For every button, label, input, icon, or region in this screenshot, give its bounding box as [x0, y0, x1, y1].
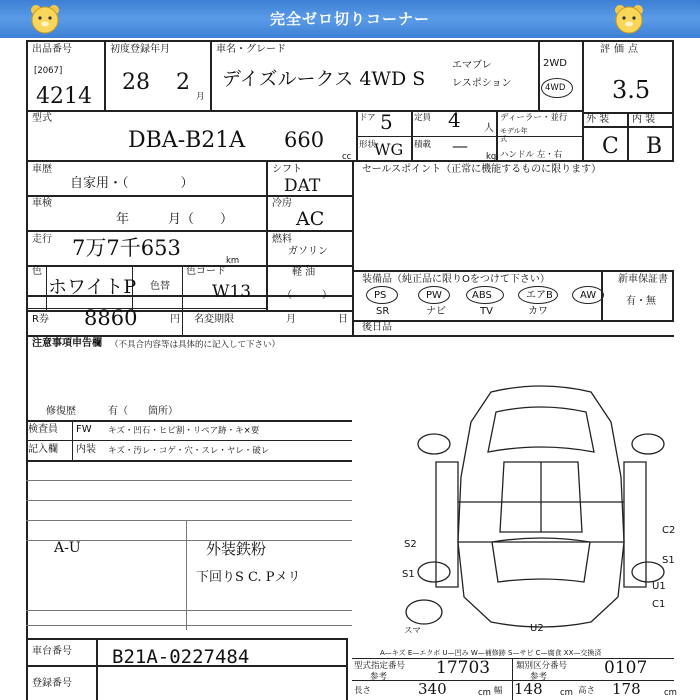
load-label: 積載	[414, 140, 432, 150]
car-damage-diagram	[396, 382, 686, 642]
load-unit: kg	[486, 152, 497, 162]
shift-label: シフト	[272, 164, 302, 175]
recycle-unit: 円	[170, 314, 180, 325]
model-label: 型式	[32, 113, 52, 124]
later-items-label: 後日品	[362, 322, 392, 333]
repair-label: 修復歴	[46, 406, 76, 417]
door-value: 5	[380, 110, 393, 134]
recycle-value: 8860	[84, 306, 138, 330]
lot-number: 4214	[36, 84, 92, 109]
door-label: ドア	[359, 113, 376, 123]
inspector-label-1: 検査員	[28, 424, 58, 435]
fuel-gas: ガソリン	[288, 246, 328, 257]
interior-check-label: 内装	[76, 444, 96, 455]
ac-value: AC	[296, 208, 325, 230]
equip-airbag-circle	[518, 286, 558, 304]
height-label: 高さ	[578, 686, 596, 696]
capacity-value: 4	[448, 108, 461, 132]
model-year-label: モデル年式	[500, 127, 528, 143]
length-label: 長さ	[354, 686, 372, 696]
load-value: —	[452, 136, 468, 155]
reg-month-unit: 月	[196, 92, 205, 102]
expiry-month: 月	[286, 314, 296, 325]
type-cert-label: 型式指定番号	[354, 661, 406, 671]
type-cert-value: 17703	[436, 658, 491, 678]
damage-mark-s2: S2	[404, 539, 417, 550]
shift-value: DAT	[284, 176, 321, 196]
equip-pw: PW	[426, 290, 442, 301]
equip-aw-circle	[572, 286, 604, 304]
fuel-diesel: 軽 油	[292, 267, 316, 278]
equip-ps: PS	[374, 290, 387, 301]
damage-mark-c1: C1	[652, 599, 666, 610]
repair-value: 有（ 箇所）	[108, 406, 178, 417]
equip-navi: ナビ	[426, 306, 446, 317]
grade-note-1: エマブレ	[452, 60, 492, 71]
capacity-label: 定員	[414, 113, 432, 123]
bear-mascot-icon	[28, 2, 62, 36]
equip-aw: AW	[580, 290, 597, 301]
exterior-label: 外 装	[586, 114, 610, 125]
chassis-label: 車台番号	[32, 646, 72, 657]
color-swap-label: 色替	[150, 281, 170, 292]
height-value: 178	[612, 680, 641, 698]
equip-leather: カワ	[528, 306, 548, 317]
inspector-note-left: A-U	[54, 540, 81, 556]
color-code-label: 色コード	[186, 266, 226, 277]
equip-airbag: エアB	[526, 290, 553, 301]
class-sub: 参考	[530, 672, 548, 682]
chassis-value: B21A-0227484	[112, 646, 250, 668]
damage-legend: A—キズ E—エクボ U—凹み W—補修跡 S—サビ C—腐食 XX—交換済	[380, 649, 602, 657]
ac-label: 冷房	[272, 198, 292, 209]
inspector-note-right-1: 外装鉄粉	[206, 540, 267, 558]
drive-label: 2WD	[543, 58, 567, 69]
interior-grade: B	[646, 134, 663, 159]
inspector-note-right-2: 下回りS C. Pメリ	[196, 570, 301, 585]
length-unit: cm	[478, 688, 491, 698]
history-value: 自家用・（ ）	[70, 176, 194, 191]
displacement-value: 660	[284, 128, 325, 152]
drive-value: 4WD	[545, 83, 566, 93]
equipment-label: 装備品（純正品に限りOをつけて下さい）	[362, 274, 550, 285]
shape-label: 形状	[359, 140, 377, 150]
notes-sub: （不具合内容等は具体的に記入して下さい）	[110, 340, 281, 350]
exterior-grade: C	[602, 134, 619, 159]
inspector-label-2: 記入欄	[28, 444, 58, 455]
notes-label: 注意事項申告欄	[32, 338, 102, 349]
damage-mark-s1: S1	[402, 569, 415, 580]
equip-sr: SR	[376, 306, 390, 317]
color-value: ホワイトP	[48, 276, 137, 298]
cc-unit: cc	[342, 152, 352, 162]
car-label: 車名・グレード	[216, 44, 286, 55]
fuel-label: 燃料	[272, 234, 292, 245]
width-unit: cm	[560, 688, 573, 698]
mileage-value: 7万7千653	[72, 236, 181, 260]
equip-abs: ABS	[472, 290, 492, 301]
class-value: 0107	[604, 658, 648, 678]
banner-title: 完全ゼロ切りコーナー	[269, 10, 430, 28]
reg-year: 28	[122, 70, 150, 95]
reg-month: 2	[176, 70, 190, 95]
interior-label: 内 装	[632, 114, 656, 125]
width-value: 148	[514, 680, 543, 698]
mileage-unit: km	[226, 256, 240, 266]
fuel-other: （ ）	[282, 290, 332, 301]
mileage-label: 走行	[32, 234, 52, 245]
capacity-unit: 人	[484, 123, 494, 134]
damage-mark-sma: スマ	[404, 626, 421, 636]
rating-label: 評価点	[600, 44, 642, 55]
length-value: 340	[418, 680, 447, 698]
equip-ps-circle	[366, 286, 398, 304]
history-label: 車歴	[32, 164, 52, 175]
fw-label: FW	[76, 424, 92, 435]
equip-tv: TV	[480, 306, 493, 317]
damage-mark-u1: U1	[652, 581, 666, 592]
recycle-label: R券	[32, 314, 49, 325]
expiry-day: 日	[338, 314, 348, 325]
rating-value: 3.5	[612, 76, 651, 104]
lot-code: [2067]	[34, 66, 63, 76]
inspection-value: 年 月（ ）	[116, 212, 234, 227]
type-cert-sub: 参考	[370, 672, 388, 682]
registration-label: 登録番号	[32, 678, 72, 689]
damage-mark-c2: C2	[662, 525, 676, 536]
warranty-label: 新車保証書	[618, 274, 668, 285]
damage-mark-u2: U2	[530, 623, 544, 634]
shape-value: WG	[374, 140, 404, 159]
model-value: DBA-B21A	[128, 128, 246, 153]
bear-mascot-icon	[612, 2, 646, 36]
class-label: 類別区分番号	[516, 661, 568, 671]
width-label: 幅	[494, 686, 503, 696]
color-code: W13	[212, 282, 252, 302]
car-name: デイズルークス 4WD S	[222, 68, 426, 90]
reg-label: 初度登録年月	[110, 44, 170, 55]
equip-abs-circle	[466, 286, 504, 304]
fw-items: キズ・凹石・ヒビ割・リペア跡・キ×要	[108, 426, 260, 436]
handle-label: ハンドル 左・右	[500, 150, 563, 160]
sales-points-label: セールスポイント（正常に機能するものに限ります）	[362, 164, 602, 175]
damage-mark-s1-right: S1	[662, 555, 675, 566]
name-change-label: 名変期限	[194, 314, 234, 325]
dealer-label: ディーラー・並行	[500, 113, 568, 123]
color-label: 色	[32, 266, 42, 277]
interior-items: キズ・汚レ・コゲ・穴・スレ・ヤレ・破レ	[108, 446, 270, 456]
grade-note-2: レスポション	[452, 78, 512, 89]
inspection-label: 車検	[32, 198, 52, 209]
height-unit: cm	[664, 688, 677, 698]
lot-label: 出品番号	[32, 44, 72, 55]
equip-pw-circle	[418, 286, 450, 304]
warranty-value: 有・無	[626, 296, 656, 307]
